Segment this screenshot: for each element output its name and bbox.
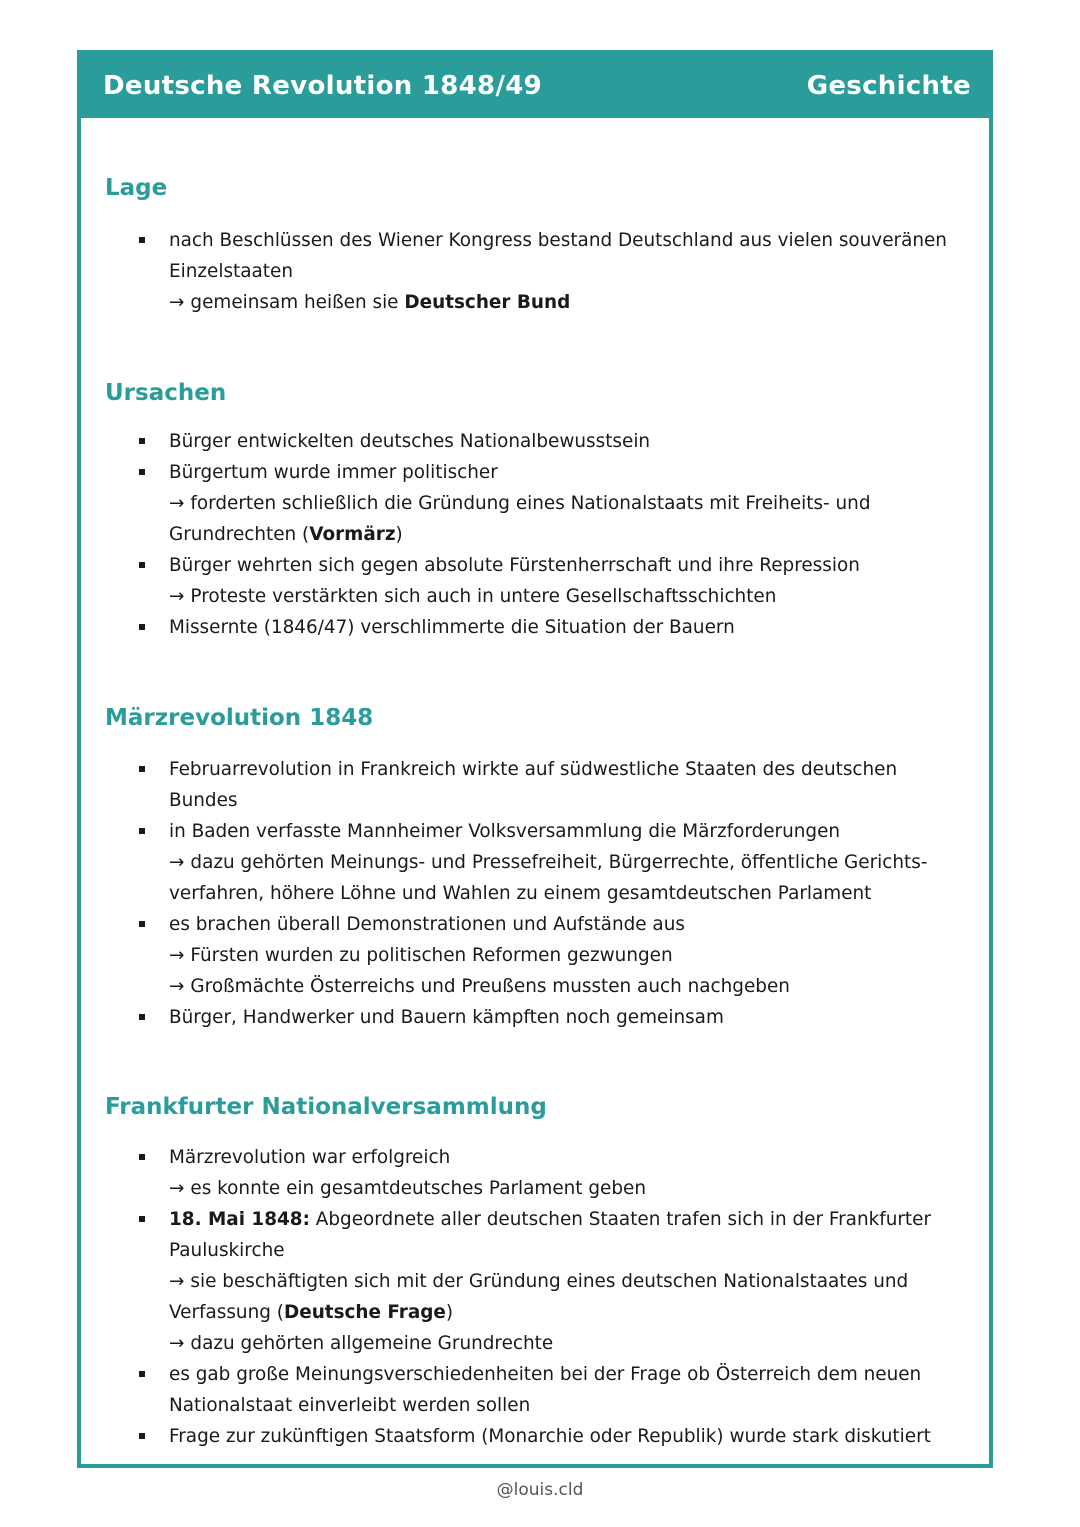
item-text: es gab große Meinungsverschiedenheiten bei der Frage ob Österreich dem neuen — [169, 1364, 922, 1385]
list-item — [105, 1002, 981, 1033]
item-text: → forderten schließlich die Gründung eines Nationalstaats mit Freiheits- und — [169, 493, 871, 514]
section-ursachen — [105, 376, 981, 643]
section-heading-ursachen: Ursachen — [105, 380, 227, 406]
item-text: Verfassung (Deutsche Frage) — [169, 1302, 454, 1323]
list-maerzrevolution — [105, 754, 981, 1033]
arrow-icon: → — [169, 292, 185, 313]
key-date: 18. Mai 1848: — [169, 1209, 310, 1230]
item-text: in Baden verfasste Mannheimer Volksversammlung die Märzforderungen — [169, 821, 841, 842]
section-lage — [105, 171, 981, 318]
bullet-icon — [139, 828, 145, 834]
summary-card — [77, 50, 993, 1468]
section-heading-frankfurter-nationalversammlung: Frankfurter Nationalversammlung — [105, 1094, 547, 1120]
list-item — [105, 457, 981, 550]
card-content — [81, 118, 989, 1464]
item-text: Februarrevolution in Frankreich wirkte auf südwestliche Staaten des deutschen — [169, 759, 898, 780]
list-item — [105, 1421, 981, 1452]
arrow-icon: → — [169, 976, 185, 997]
footer-credit: @louis.cld — [496, 1480, 584, 1500]
bullet-icon — [139, 562, 145, 568]
bullet-icon — [139, 469, 145, 475]
item-text: Einzelstaaten — [169, 261, 293, 282]
item-text: Bürger entwickelten deutsches Nationalbewusstsein — [169, 431, 651, 452]
bullet-icon — [139, 1216, 145, 1222]
list-ursachen — [105, 426, 981, 643]
list-item — [105, 1359, 981, 1421]
item-text: Nationalstaat einverleibt werden sollen — [169, 1395, 531, 1416]
item-text: Frage zur zukünftigen Staatsform (Monarchie oder Republik) wurde stark diskutiert — [169, 1426, 931, 1447]
item-text: Bürgertum wurde immer politischer — [169, 462, 498, 483]
item-text: 18. Mai 1848: Abgeordnete aller deutschen Staaten trafen sich in der Frankfurter — [169, 1209, 932, 1230]
item-text: → sie beschäftigten sich mit der Gründung eines deutschen Nationalstaates und — [169, 1271, 909, 1292]
bullet-icon — [139, 237, 145, 243]
bullet-icon — [139, 438, 145, 444]
item-text: → dazu gehörten Meinungs- und Pressefreiheit, Bürgerrechte, öffentliche Gerichts- — [169, 852, 928, 873]
item-text: nach Beschlüssen des Wiener Kongress bestand Deutschland aus vielen souveränen — [169, 230, 947, 251]
item-text: Bürger wehrten sich gegen absolute Fürstenherrschaft und ihre Repression — [169, 555, 860, 576]
item-text: → Proteste verstärkten sich auch in untere Gesellschaftsschichten — [169, 586, 777, 607]
item-text: Bundes — [169, 790, 238, 811]
arrow-icon: → — [169, 852, 185, 873]
key-term: Deutsche Frage — [283, 1302, 446, 1323]
list-item — [105, 816, 981, 909]
item-text: → es konnte ein gesamtdeutsches Parlament geben — [169, 1178, 646, 1199]
list-item — [105, 426, 981, 457]
item-text: → dazu gehörten allgemeine Grundrechte — [169, 1333, 554, 1354]
list-item — [105, 1204, 981, 1359]
item-text: Missernte (1846/47) verschlimmerte die Situation der Bauern — [169, 617, 735, 638]
subject-label: Geschichte — [806, 71, 971, 101]
item-text: es brachen überall Demonstrationen und Aufstände aus — [169, 914, 685, 935]
key-term: Deutscher Bund — [404, 292, 571, 313]
item-text: → Großmächte Österreichs und Preußens mussten auch nachgeben — [169, 976, 790, 997]
arrow-icon: → — [169, 1271, 185, 1292]
section-frankfurter-nationalversammlung — [105, 1090, 981, 1452]
key-term: Vormärz — [309, 524, 396, 545]
card-header — [81, 54, 989, 118]
arrow-icon: → — [169, 493, 185, 514]
bullet-icon — [139, 1014, 145, 1020]
item-text: Bürger, Handwerker und Bauern kämpften noch gemeinsam — [169, 1007, 724, 1028]
item-text: Grundrechten (Vormärz) — [169, 524, 403, 545]
bullet-icon — [139, 1371, 145, 1377]
bullet-icon — [139, 624, 145, 630]
item-text: → Fürsten wurden zu politischen Reformen gezwungen — [169, 945, 673, 966]
section-heading-lage: Lage — [105, 175, 168, 201]
list-item — [105, 1142, 981, 1204]
list-item — [105, 612, 981, 643]
section-maerzrevolution — [105, 701, 981, 1033]
arrow-icon: → — [169, 586, 185, 607]
list-item — [105, 550, 981, 612]
item-text: Märzrevolution war erfolgreich — [169, 1147, 451, 1168]
bullet-icon — [139, 1433, 145, 1439]
list-frankfurter-nationalversammlung — [105, 1142, 981, 1452]
item-text: verfahren, höhere Löhne und Wahlen zu einem gesamtdeutschen Parlament — [169, 883, 872, 904]
list-item — [105, 225, 981, 318]
item-text: Pauluskirche — [169, 1240, 285, 1261]
arrow-icon: → — [169, 1333, 185, 1354]
bullet-icon — [139, 1154, 145, 1160]
bullet-icon — [139, 921, 145, 927]
list-item — [105, 754, 981, 816]
list-lage — [105, 225, 981, 318]
section-heading-maerzrevolution: Märzrevolution 1848 — [105, 705, 374, 731]
arrow-icon: → — [169, 1178, 185, 1199]
item-text: → gemeinsam heißen sie Deutscher Bund — [169, 292, 571, 313]
page-title: Deutsche Revolution 1848/49 — [103, 71, 543, 101]
bullet-icon — [139, 766, 145, 772]
arrow-icon: → — [169, 945, 185, 966]
list-item — [105, 909, 981, 1002]
